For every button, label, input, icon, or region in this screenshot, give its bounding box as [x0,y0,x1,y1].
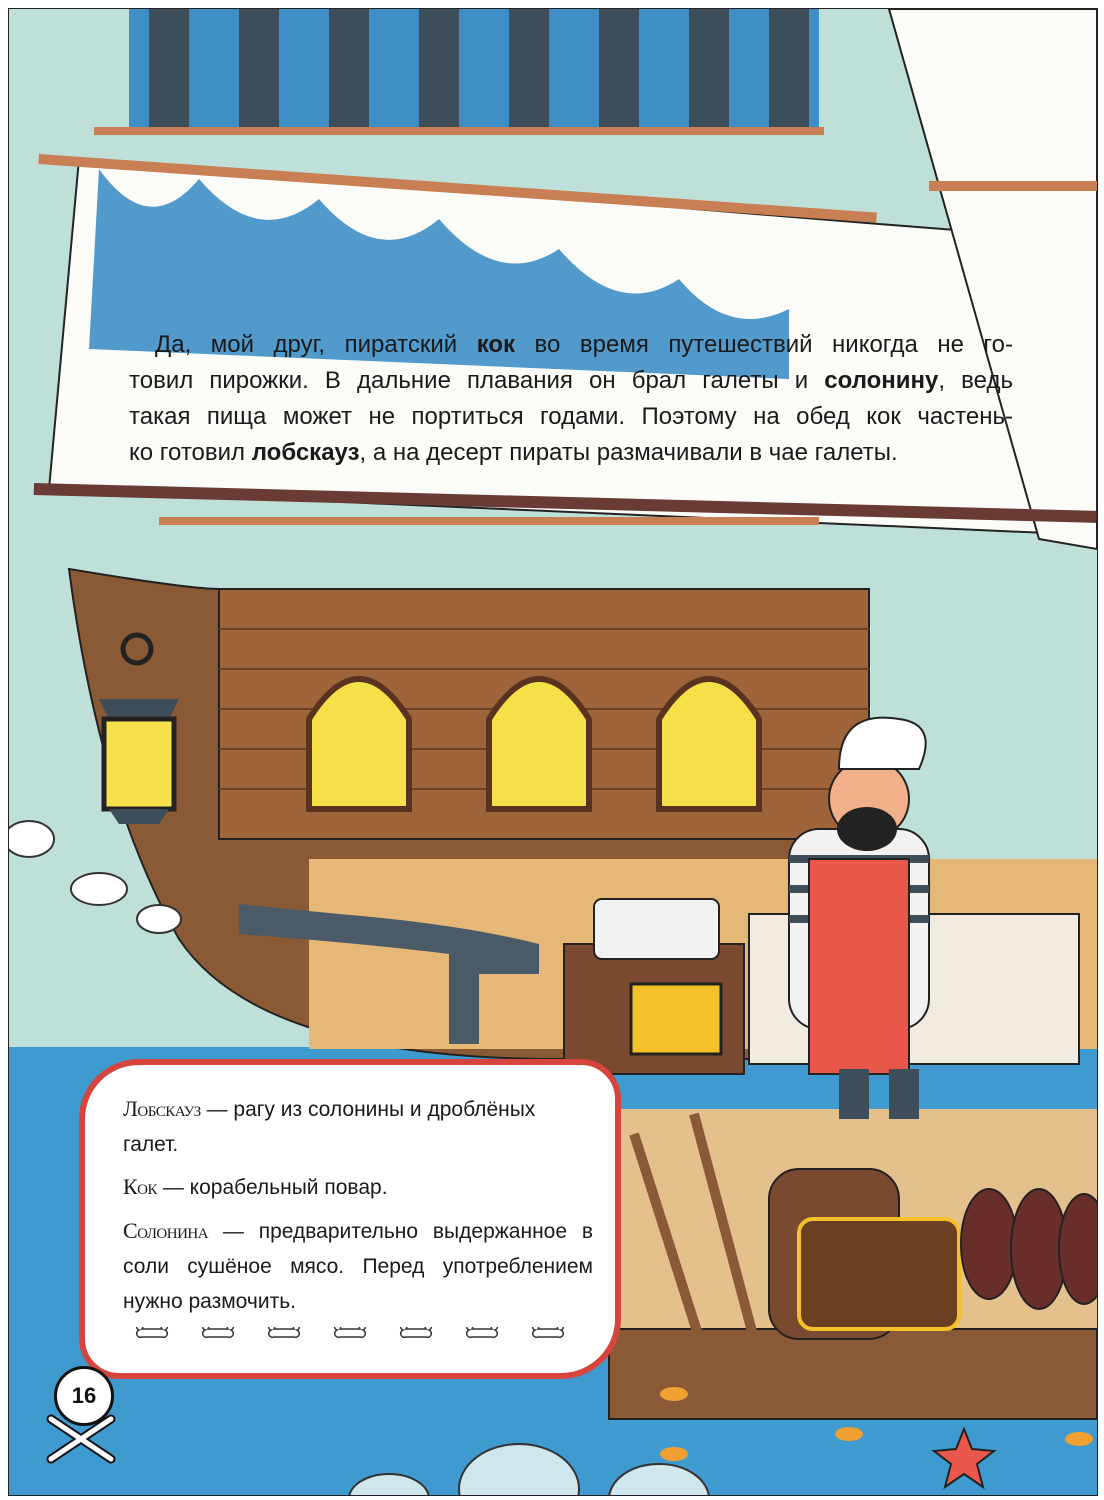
stove-fire [631,984,721,1054]
bone-icon [531,1327,565,1339]
bone-icon [135,1327,169,1339]
glossary-definition: — рагу из солонины и дроблёных галет. [123,1098,536,1156]
glossary-term: Солонина [123,1218,209,1243]
glossary-definition: — предварительно выдержанное в соли сушёное мясо. Перед употреблением нужно размочить. [123,1220,593,1313]
text: во время путешествий никогда не го- [515,331,1013,358]
striped-sail [129,9,819,134]
story-line: такая пища может не портиться годами. Поэтому на обед кок частень- [129,403,1013,430]
story-paragraph [129,327,1013,471]
bold-term-lobskauz: лобскауз [251,439,360,466]
text: ко готовил [129,439,252,466]
bold-term-solonina: солонину [824,367,939,394]
railing [159,517,819,525]
glossary-entry [123,1091,593,1162]
text: Да, мой друг, пиратский [155,331,477,358]
glossary-term: Кок [123,1174,158,1199]
bone-icon [267,1327,301,1339]
glossary-definition: — корабельный повар. [157,1176,388,1199]
glossary-entry [123,1213,593,1319]
yard-spar-right [929,181,1097,191]
yard-spar-top [94,127,824,135]
bone-icon [201,1327,235,1339]
bone-icon [399,1327,433,1339]
glossary-term: Лобскауз [123,1096,201,1121]
story-line [129,327,1013,363]
treasure-chest [799,1219,959,1329]
hanging-hams [961,1189,1097,1309]
glossary-entry [123,1169,593,1205]
text: товил пирожки. В дальние плавания он брал галеты и [129,367,825,394]
cabin-windows [309,679,759,809]
page-number: 16 [54,1366,114,1426]
text: , ведь [938,367,1013,394]
bold-term-kok: кок [476,331,516,358]
text: , а на десерт пираты размачивали в чае галеты. [359,439,898,466]
lower-hull [609,1329,1097,1419]
book-page [8,8,1098,1496]
bone-icon [333,1327,367,1339]
story-line [129,435,1013,471]
glossary-box [79,1059,621,1379]
bone-divider [135,1327,565,1339]
bone-icon [465,1327,499,1339]
story-line [129,363,1013,399]
cooking-pot [594,899,719,959]
